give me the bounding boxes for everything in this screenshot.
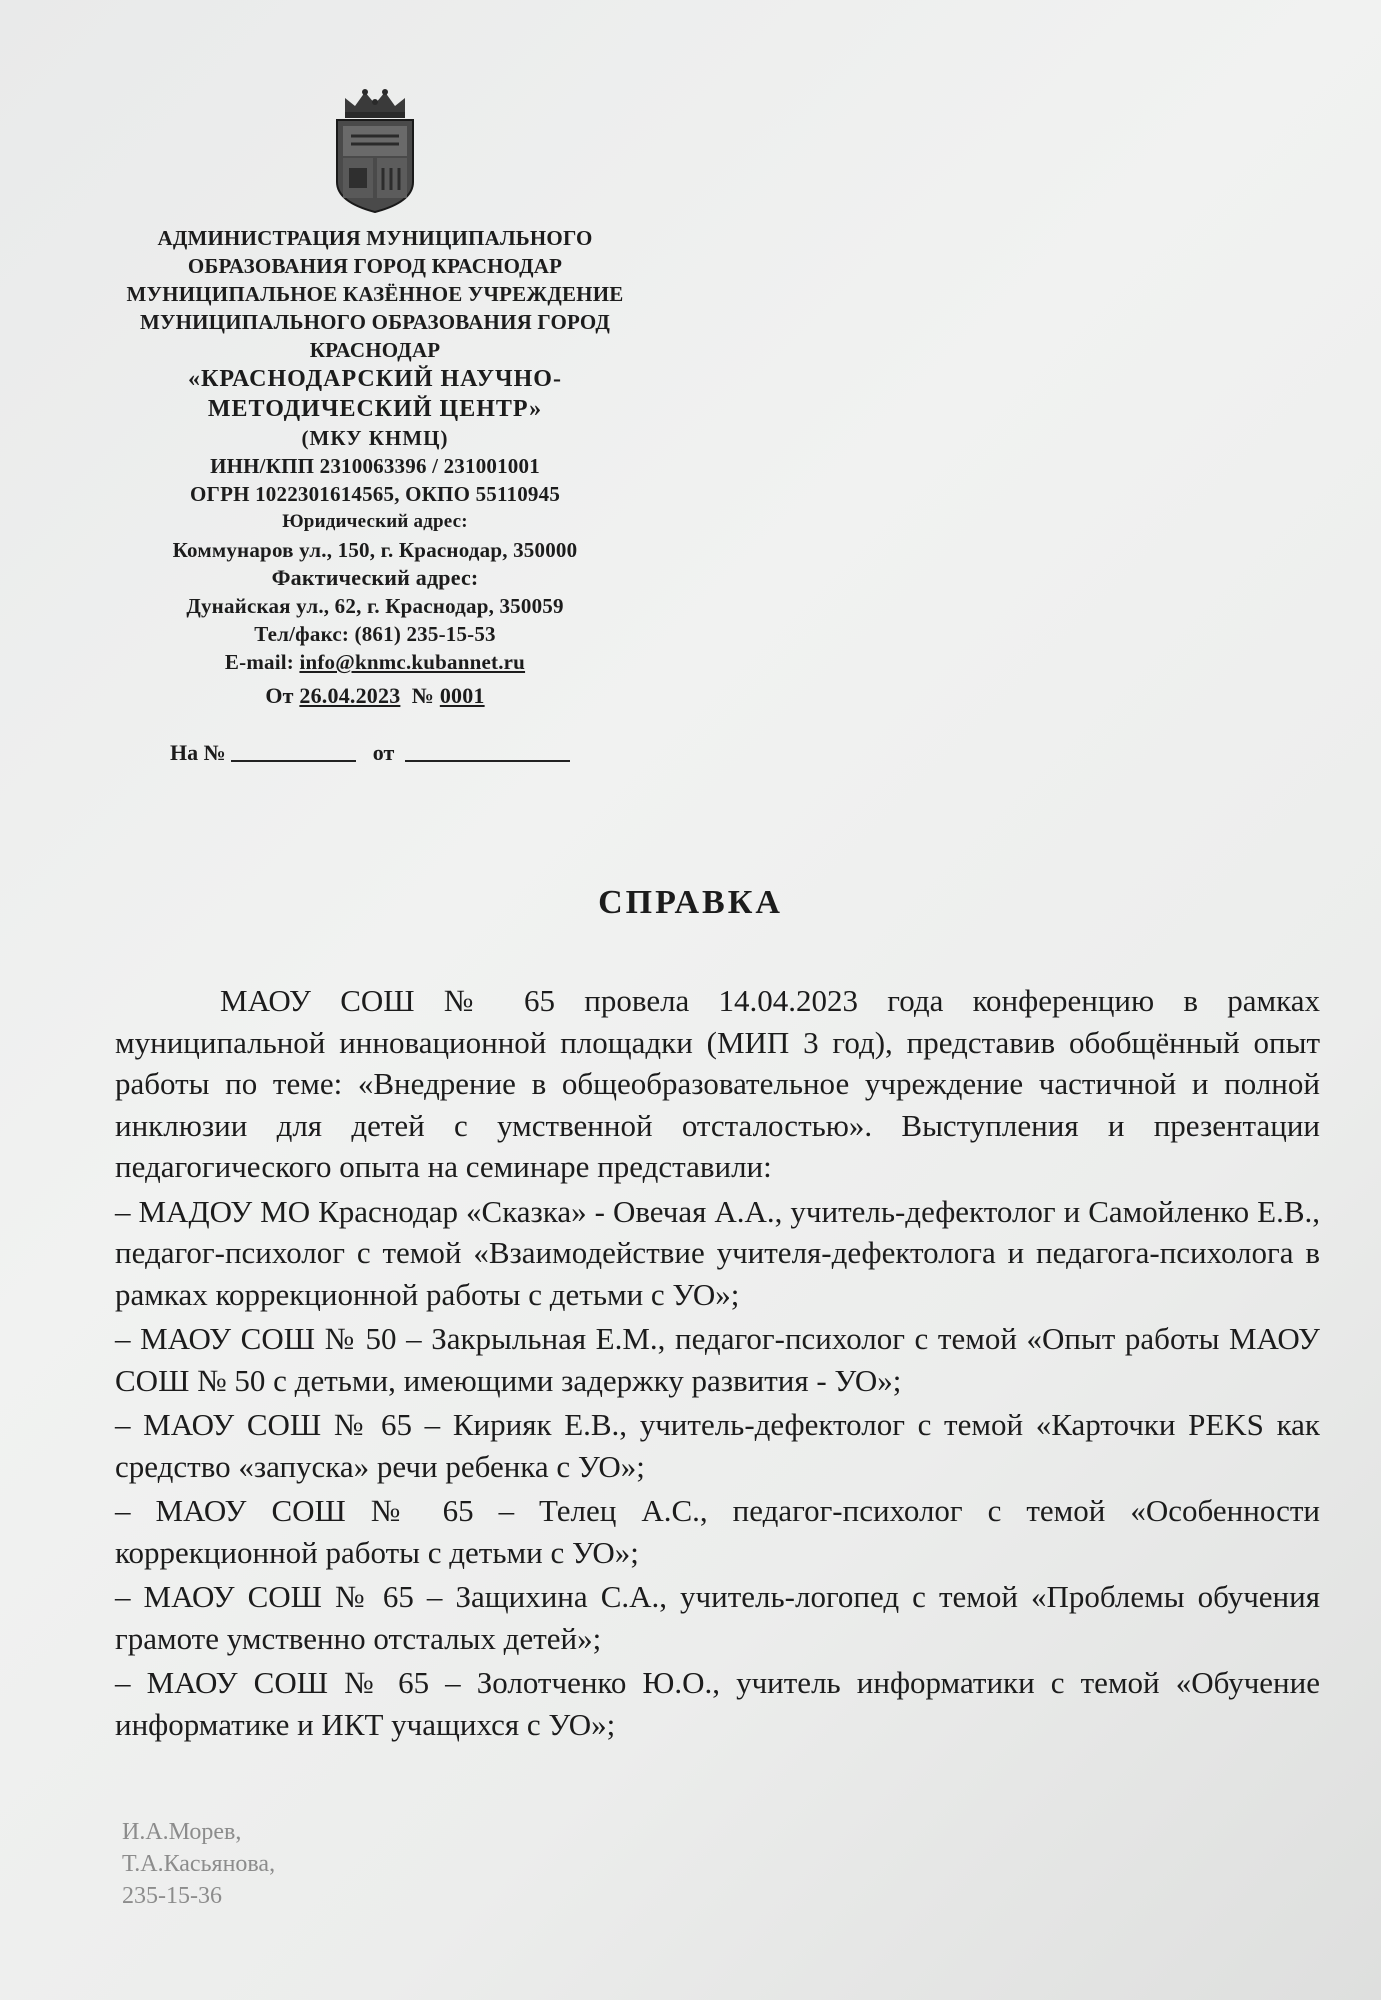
list-item: – МАДОУ МО Краснодар «Сказка» - Овечая А.А., учитель-дефектолог и Самойленко Е.В., педагог-психолог с темой «Взаимодействие учителя-дефектолога и педагога-психолога в рамках коррекционной работы с детьми с УО»; — [115, 1193, 1320, 1312]
date-prefix: От — [265, 683, 294, 708]
org-line: МУНИЦИПАЛЬНОЕ КАЗЁННОЕ УЧРЕЖДЕНИЕ — [126, 282, 624, 306]
org-line: ОБРАЗОВАНИЯ ГОРОД КРАСНОДАР — [187, 254, 563, 278]
document-body — [115, 980, 1320, 1745]
center-abbr: (МКУ КНМЦ) — [301, 426, 449, 450]
center-name-line: МЕТОДИЧЕСКИЙ ЦЕНТР» — [207, 396, 543, 422]
list-item: – МАОУ СОШ № 65 – Кирияк Е.В., учитель-дефектолог с темой «Карточки PEKS как средство «запуска» речи ребенка с УО»; — [115, 1407, 1320, 1484]
list-item: – МАОУ СОШ № 65 – Золотченко Ю.О., учитель информатики с темой «Обучение информатике и ИКТ учащихся с УО»; — [115, 1665, 1320, 1742]
email-link[interactable]: info@knmc.kubannet.ru — [299, 650, 526, 674]
ref-prefix: На № — [170, 740, 226, 765]
ogrn-okpo: ОГРН 1022301614565, ОКПО 55110945 — [189, 482, 561, 506]
number-sign: № — [411, 683, 435, 708]
inn-kpp: ИНН/КПП 2310063396 / 231001001 — [210, 454, 540, 478]
org-line: МУНИЦИПАЛЬНОГО ОБРАЗОВАНИЯ ГОРОД — [139, 310, 611, 334]
lead-paragraph: МАОУ СОШ № 65 провела 14.04.2023 года конференцию в рамках муниципальной инновационной площадки (МИП 3 год), представив обобщённый опыт работы по теме: «Внедрение в общеобразовательное учреждение частичной и полной инклюзии для детей с умственной отсталостью». Выступления и презентации педагогического опыта на семинаре представили: — [115, 983, 1320, 1184]
date-number-line — [110, 682, 640, 710]
signer-line: И.А.Морев, — [122, 1819, 242, 1845]
document-title: СПРАВКА — [598, 884, 783, 921]
letterhead — [110, 84, 640, 710]
legal-address: Коммунаров ул., 150, г. Краснодар, 350000 — [172, 538, 578, 562]
coat-of-arms-icon — [331, 84, 419, 214]
signer-line: Т.А.Касьянова, — [122, 1851, 276, 1877]
actual-address-label: Фактический адрес: — [271, 565, 479, 590]
actual-address: Дунайская ул., 62, г. Краснодар, 350059 — [186, 594, 564, 618]
phone-fax: Тел/факс: (861) 235-15-53 — [254, 622, 496, 646]
list-item: – МАОУ СОШ № 50 – Закрыльная Е.М., педагог-психолог с темой «Опыт работы МАОУ СОШ № 50 с детьми, имеющими задержку развития - УО»; — [115, 1321, 1320, 1398]
email-line — [110, 648, 640, 676]
document-number: 0001 — [439, 683, 485, 708]
org-line: АДМИНИСТРАЦИЯ МУНИЦИПАЛЬНОГО — [157, 226, 593, 250]
org-line: КРАСНОДАР — [309, 338, 441, 362]
list-item: – МАОУ СОШ № 65 – Телец А.С., педагог-психолог с темой «Особенности коррекционной работы с детьми с УО»; — [115, 1493, 1320, 1570]
signers-block — [122, 1816, 275, 1912]
document-date: 26.04.2023 — [299, 683, 401, 708]
ref-date-blank — [405, 738, 570, 762]
reference-line — [170, 738, 570, 766]
ref-from: от — [372, 740, 395, 765]
signer-phone: 235-15-36 — [122, 1883, 222, 1909]
list-item: – МАОУ СОШ № 65 – Защихина С.А., учитель-логопед с темой «Проблемы обучения грамоте умственно отсталых детей»; — [115, 1579, 1320, 1656]
email-label: E-mail: — [224, 650, 294, 674]
center-name-line: «КРАСНОДАРСКИЙ НАУЧНО- — [188, 366, 562, 392]
legal-address-label: Юридический адрес: — [282, 511, 468, 532]
ref-number-blank — [231, 738, 356, 762]
